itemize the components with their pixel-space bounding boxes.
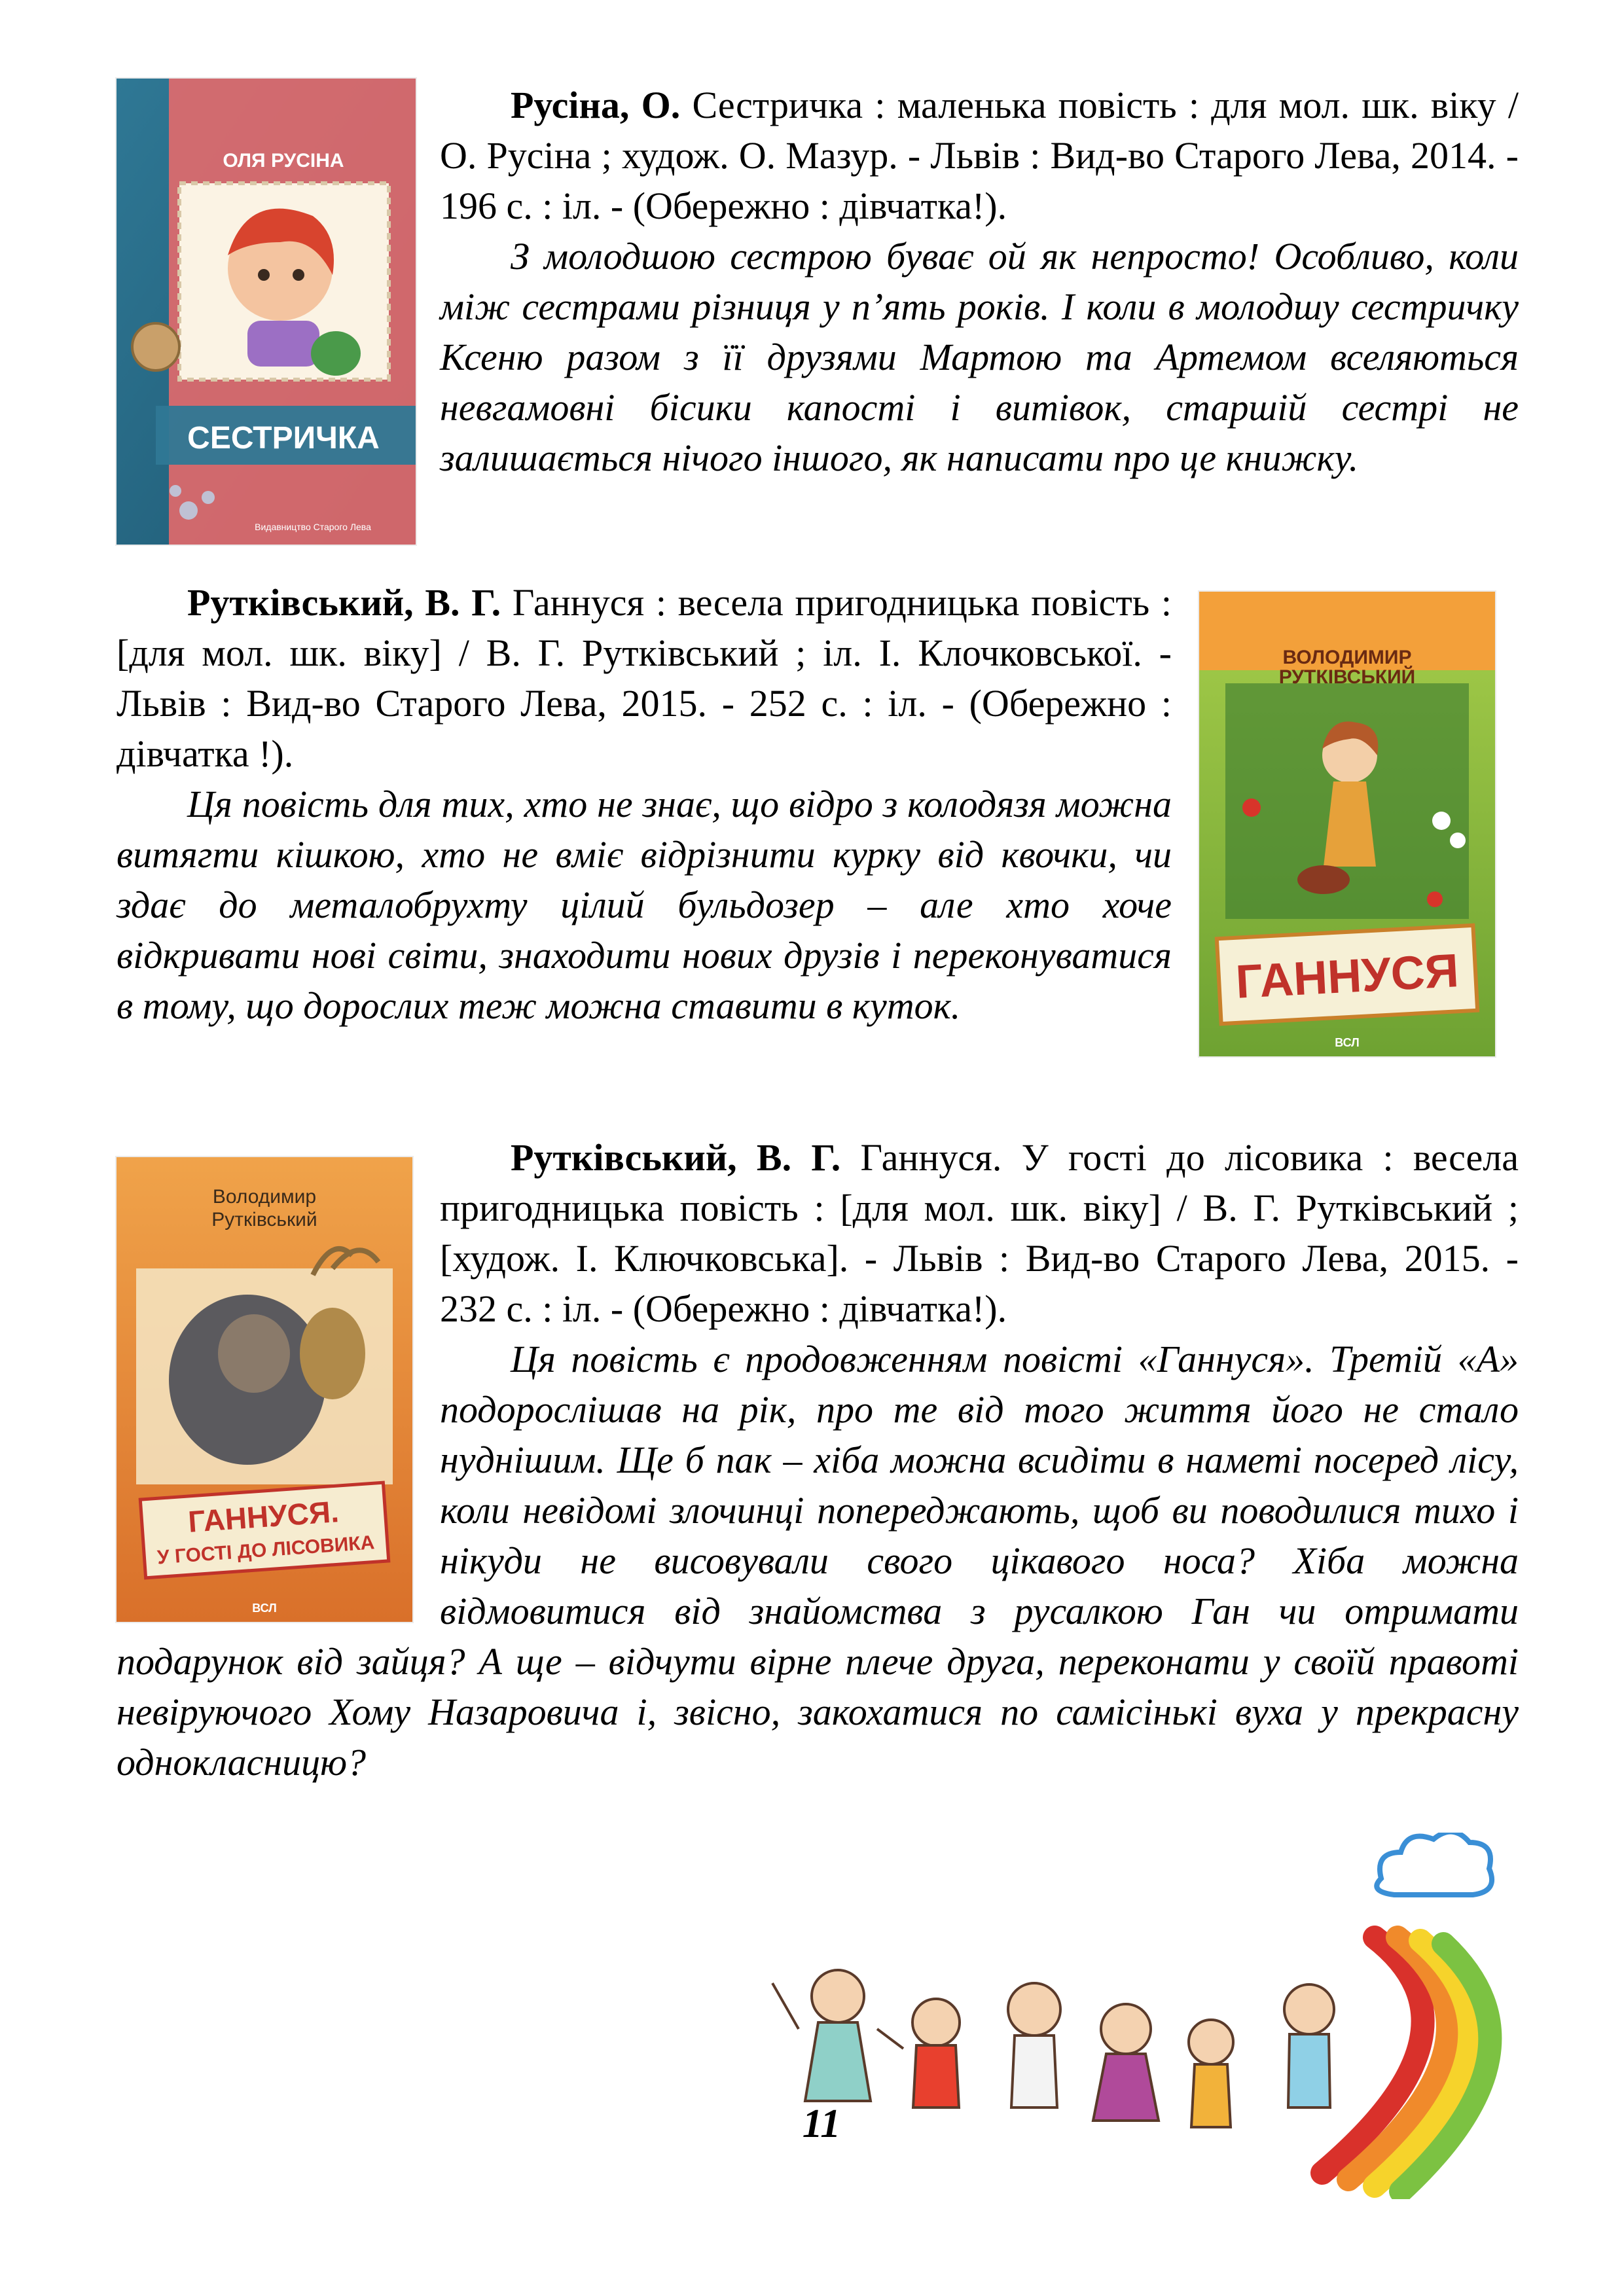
citation-text: Ганнуся. У гості до лісовика : весела пригодницька повість : [для мол. шк. віку] / В. Г. Рутківський ; [худож. І. Ключковська]. - Львів : Вид-во Старого Лева, 2015. - 232 с. : іл. - (Обережно : дівчатка!). [440, 1136, 1519, 1330]
citation-author: Русіна, О. [511, 84, 681, 126]
cover-author-line2: Рутківський [211, 1209, 317, 1230]
cover-author-line2: РУТКІВСЬКИЙ [1278, 666, 1416, 688]
bibliography-entry-1 [440, 80, 1519, 483]
citation-author: Рутківський, В. Г. [511, 1136, 841, 1179]
bibliography-entry-3 [117, 1132, 1519, 1787]
citation-author: Рутківський, В. Г. [187, 581, 501, 624]
cover-title: СЕСТРИЧКА [187, 421, 380, 456]
cover-author: ОЛЯ РУСІНА [223, 150, 344, 171]
cover-publisher: ВСЛ [1335, 1036, 1360, 1049]
cover-author-line1: Володимир [212, 1186, 317, 1208]
annotation: З молодшою сестрою буває ой як непросто! Особливо, коли між сестрами різниця у п’ять років. І коли в молодшу сестричку Ксеню разом з її друзями Мартою та Артемом вселяються невгамовні бісики капості і витівок, старшій сестрі не залишається нічого іншого, як написати про це книжку. [440, 235, 1519, 479]
cover-publisher: ВСЛ [252, 1602, 277, 1615]
cover-title: ГАННУСЯ [1234, 944, 1460, 1009]
children-rainbow-illustration [759, 1833, 1519, 2199]
bibliography-entry-2 [117, 577, 1172, 1031]
citation-text: Сестричка : маленька повість : для мол. шк. віку / О. Русіна ; худож. О. Мазур. - Львів : Вид-во Старого Лева, 2014. - 196 с. : іл. - (Обережно : дівчатка!). [440, 84, 1519, 227]
annotation: Ця повість є продовженням повісті «Ганнуся». Третій «А» подорослішав на рік, про те від того життя його не стало нуднішим. Ще б пак – хіба можна всидіти в наметі посеред лісу, коли невідомі злочинці попереджають, щоб ви поводилися тихо і нікуди не висовували свого цікавого носа? Хіба можна відмовитися від знайомства з русалкою Ган чи отримати подарунок від зайця? А ще – відчути вірне плече друга, переконати у своїй правоті невіруючого Хому Назаровича і, звісно, закохатися по самісінькі вуха у прекрасну однокласницю? [117, 1338, 1519, 1784]
children-group [772, 1970, 1334, 2127]
cover-title-line1: ГАННУСЯ. [187, 1494, 340, 1539]
cover-title-line2: У ГОСТІ ДО ЛІСОВИКА [156, 1532, 376, 1569]
book-cover-sestrychka [117, 79, 416, 545]
cover-space [117, 1132, 440, 1636]
annotation: Ця повість для тих, хто не знає, що відро з колодязя можна витягти кішкою, хто не вміє відрізнити курку від квочки, чи здає до металобрухту цілий бульдозер – але хто хоче відкривати нові світи, знаходити нових друзів і переконуватися в тому, що дорослих теж можна ставити в куток. [117, 783, 1172, 1027]
cover-publisher: Видавництво Старого Лева [255, 522, 371, 532]
book-cover-hannusia [1199, 592, 1495, 1056]
cover-author-line1: ВОЛОДИМИР [1282, 647, 1412, 668]
page-number: 11 [802, 2102, 841, 2146]
citation-text: Ганнуся : весела пригодницька повість : [для мол. шк. віку] / В. Г. Рутківський ; іл. І. Клочковської. - Львів : Вид-во Старого Лева, 2015. - 252 с. : іл. - (Обережно : дівчатка !). [117, 581, 1172, 775]
citation [117, 577, 1172, 779]
citation [440, 80, 1519, 231]
